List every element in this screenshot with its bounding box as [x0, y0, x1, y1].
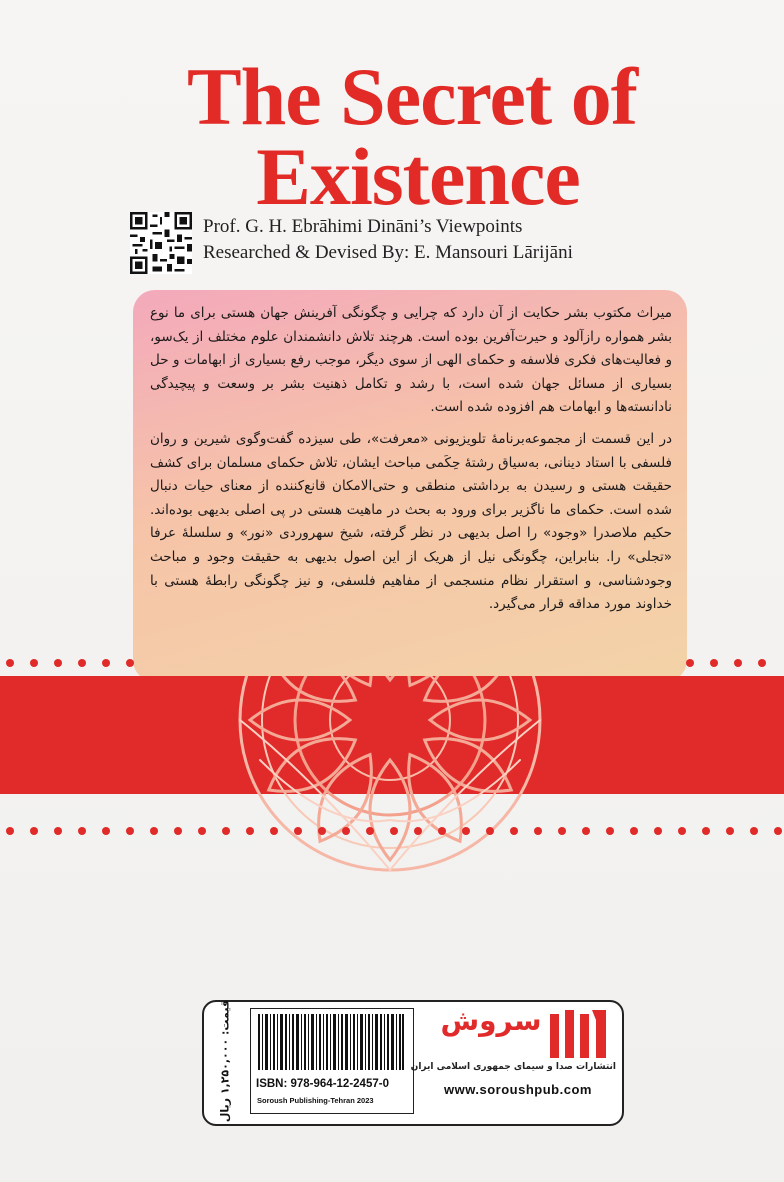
- price-label: [208, 999, 242, 1123]
- publisher-tagline: انتشارات صدا و سیمای جمهوری اسلامی ایران: [410, 1062, 616, 1072]
- barcode-icon: [258, 1014, 404, 1070]
- publisher-name: سروش: [440, 1004, 542, 1037]
- book-title-line1: The Secret of: [186, 51, 637, 142]
- qr-code-icon: [130, 212, 192, 274]
- blurb-paragraph-2: در این قسمت از مجموعه‌برنامهٔ تلویزیونی «معرفت»، طی سیزده گفت‌وگوی شیرین و روان فلسفی با استاد دینانی، به‌سیاق رشتهٔ حِکَمی مباحث ایشان، تلاش حکمای مسلمان برای کشف حقیقت هستی و رسیدن به برداشتی منطقی و حتی‌الامکان قانع‌کننده از معنای حیات دنبال شده است. حکمای ما ناگزیر برای ورود به بحث در ماهیت هستی در پی اصلی بدیهی بوده‌اند. حکیم ملاصدرا «وجود» را اصل بدیهی در نظر گرفته، شیخ سهروردی «نور» و سلسلهٔ عرفا «تجلی» را. بنابراین، چگونگی نیل از هریک از این اصول بدیهی به حقیقت وجود و مباحث وجودشناسی، و استقرار نظام منسجمی از مفاهیم فلسفی، و نیز چگونگی رابطهٔ هستی با خداوند مورد مداقه قرار می‌گیرد.: [150, 430, 672, 613]
- dotted-border-bottom: [0, 824, 784, 838]
- researcher-credit: Researched & Devised By: E. Mansouri Lārijāni: [203, 242, 573, 263]
- isbn-number: ISBN: 978-964-12-2457-0: [256, 1078, 389, 1090]
- blurb-text: [150, 302, 672, 625]
- author-viewpoints: Prof. G. H. Ebrāhimi Dināni’s Viewpoints: [203, 216, 523, 237]
- book-title-line2: Existence: [256, 131, 580, 222]
- soroush-logo-icon: [548, 1008, 608, 1060]
- dotted-border-top: [0, 656, 784, 670]
- publisher-website[interactable]: www.soroushpub.com: [444, 1082, 592, 1097]
- ornament-rosette: [120, 600, 660, 900]
- publisher-city-year: Soroush Publishing-Tehran 2023: [257, 1096, 374, 1105]
- price-text: قیمت: ۱,۲۵۰,۰۰۰ ریال: [218, 999, 232, 1123]
- blurb-paragraph-1: میراث مکتوب بشر حکایت از آن دارد که چرایی و چگونگی آفرینش جهان هستی برای ما نوع بشر همواره رازآلود و حیرت‌آفرین بوده است. هرچند تلاش دانشمندان علوم مختلف از یک‌سو، و فعالیت‌های فکری فلاسفه و حکمای الهی از سوی دیگر، موجب رفع بسیاری از ابهامات و حل بسیاری از مسائل جهان شده است، با رشد و تکامل ذهنیت بشر بر وسعت و پیچیدگی نادانسته‌ها و ابهامات هم افزوده شده است.: [150, 305, 672, 416]
